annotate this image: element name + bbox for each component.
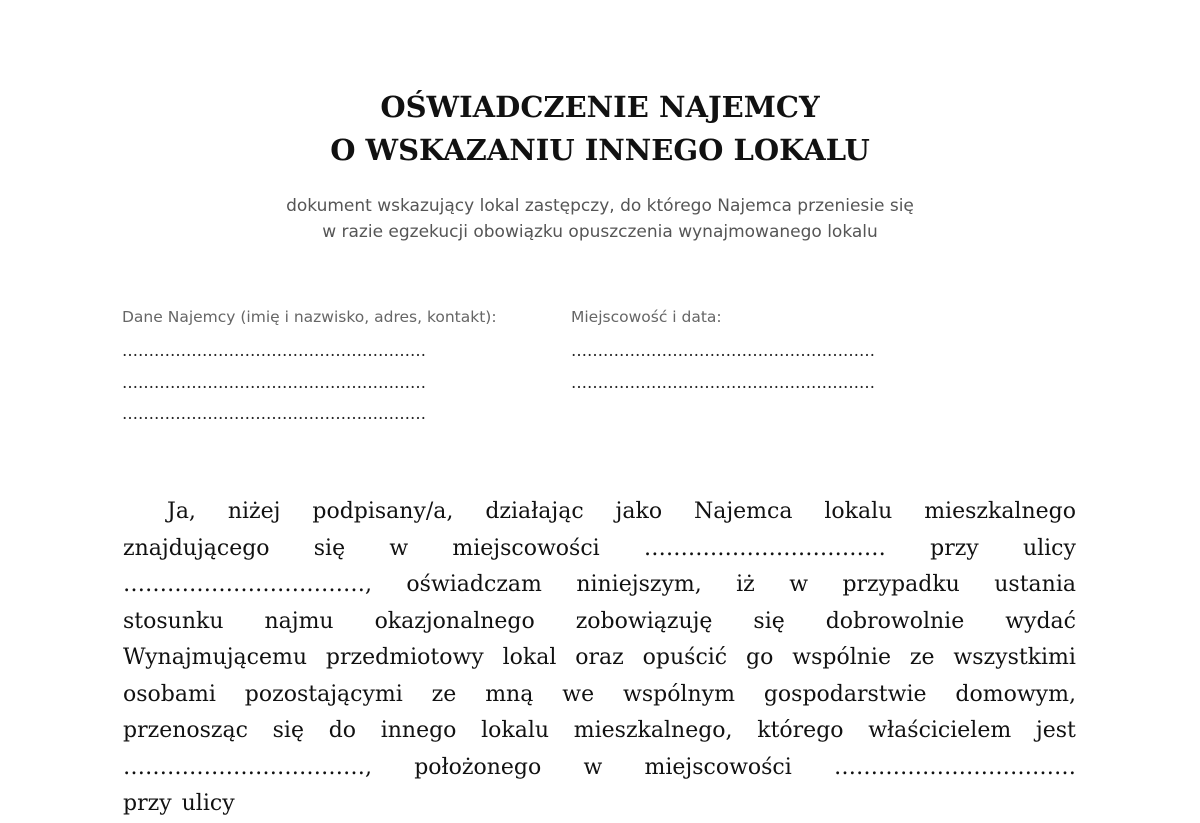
body-word: niżej (227, 499, 281, 524)
body-word: wspólnie (792, 645, 891, 670)
tenant-data-line-2[interactable]: ………………………………………………… (122, 372, 426, 392)
body-word: się (272, 718, 304, 743)
town-blank[interactable]: …………………………… (643, 535, 886, 561)
body-word: Najemca (693, 499, 793, 524)
body-line (123, 567, 1076, 604)
body-word: Ja, (167, 499, 196, 524)
body-word: którego (757, 718, 844, 743)
body-word: ustania (994, 572, 1076, 597)
place-date-line-1[interactable]: ………………………………………………… (571, 341, 875, 360)
tenant-data-line-3[interactable]: ………………………………………………… (122, 404, 426, 423)
body-word: wydać (1005, 608, 1076, 634)
body-word: osobami (123, 681, 216, 707)
body-line (123, 531, 1076, 568)
declaration-body (123, 494, 1076, 823)
body-word: mieszkalnego, (573, 718, 733, 743)
document-title (0, 86, 1200, 172)
body-word: okazjonalnego (374, 608, 535, 634)
body-word: jako (615, 499, 663, 524)
place-date-line-2[interactable]: ………………………………………………… (571, 372, 875, 392)
body-word: niniejszym, (576, 572, 702, 597)
body-word: przedmiotowy (325, 645, 484, 670)
body-word: wszystkimi (953, 645, 1076, 670)
body-word: przenosząc (123, 718, 248, 743)
body-word: jest (1035, 718, 1076, 743)
body-word: ulicy (181, 791, 235, 816)
body-line (123, 494, 1076, 531)
body-word: przypadku (842, 572, 960, 597)
body-word: wspólnym (622, 681, 735, 707)
body-line (123, 604, 1076, 641)
owner-blank[interactable]: ……………………………, (123, 754, 372, 780)
body-line (123, 640, 1076, 677)
subtitle-line-1: dokument wskazujący lokal zastępczy, do którego Najemca przeniesie się (286, 196, 914, 216)
body-line (123, 677, 1076, 714)
tenant-data-line-1[interactable]: ………………………………………………… (122, 341, 426, 360)
body-word: lokalu (481, 718, 550, 743)
body-word: do (328, 718, 357, 743)
tenant-data-field (122, 305, 497, 430)
body-word: ulicy (1022, 535, 1076, 561)
body-line (123, 786, 1076, 823)
body-word: opuścić (642, 645, 728, 670)
body-line (123, 750, 1076, 787)
body-word: w (389, 535, 409, 561)
body-word: działając (485, 499, 584, 524)
body-word: Wynajmującemu (123, 645, 308, 670)
subtitle-line-2: w razie egzekucji obowiązku opuszczenia wynajmowanego lokalu (322, 222, 878, 242)
body-line (123, 713, 1076, 750)
body-word: domowym, (955, 681, 1076, 707)
street-blank[interactable]: ……………………………, (123, 572, 372, 597)
body-word: oświadczam (406, 572, 542, 597)
body-word: położonego (414, 754, 542, 780)
body-word: miejscowości (644, 754, 792, 780)
body-word: lokal (502, 645, 557, 670)
body-word: mieszkalnego (924, 499, 1076, 524)
body-word: w (583, 754, 603, 780)
body-word: gospodarstwie (763, 681, 927, 707)
place-date-field (571, 305, 875, 398)
body-word: innego (380, 718, 457, 743)
body-word: najmu (264, 608, 334, 634)
title-line-1: OŚWIADCZENIE NAJEMCY (380, 90, 820, 124)
body-word: go (746, 645, 774, 670)
body-word: przy (930, 535, 979, 561)
body-word: mną (485, 681, 534, 707)
body-word: w (789, 572, 809, 597)
body-word: się (753, 608, 785, 634)
body-word: miejscowości (452, 535, 600, 561)
body-word: stosunku (123, 608, 224, 634)
body-word: lokalu (824, 499, 893, 524)
body-word: się (313, 535, 346, 561)
body-word: ze (909, 645, 935, 670)
new-town-blank[interactable]: …………………………… (833, 754, 1076, 780)
title-line-2: O WSKAZANIU INNEGO LOKALU (330, 133, 870, 167)
body-word: podpisany/a, (312, 499, 454, 524)
body-word: pozostającymi (244, 681, 403, 707)
body-word: dobrowolnie (825, 608, 965, 634)
body-word: właścicielem (868, 718, 1012, 743)
tenant-data-label: Dane Najemcy (imię i nazwisko, adres, kontakt): (122, 308, 497, 326)
body-word: iż (736, 572, 755, 597)
document-subtitle (0, 193, 1200, 245)
body-word: ze (431, 681, 457, 707)
body-word: znajdującego (123, 535, 270, 561)
body-word: we (562, 681, 595, 707)
body-word: zobowiązuję (575, 608, 713, 634)
body-word: oraz (575, 645, 624, 670)
place-date-label: Miejscowość i data: (571, 308, 722, 326)
body-word: przy (123, 791, 172, 816)
